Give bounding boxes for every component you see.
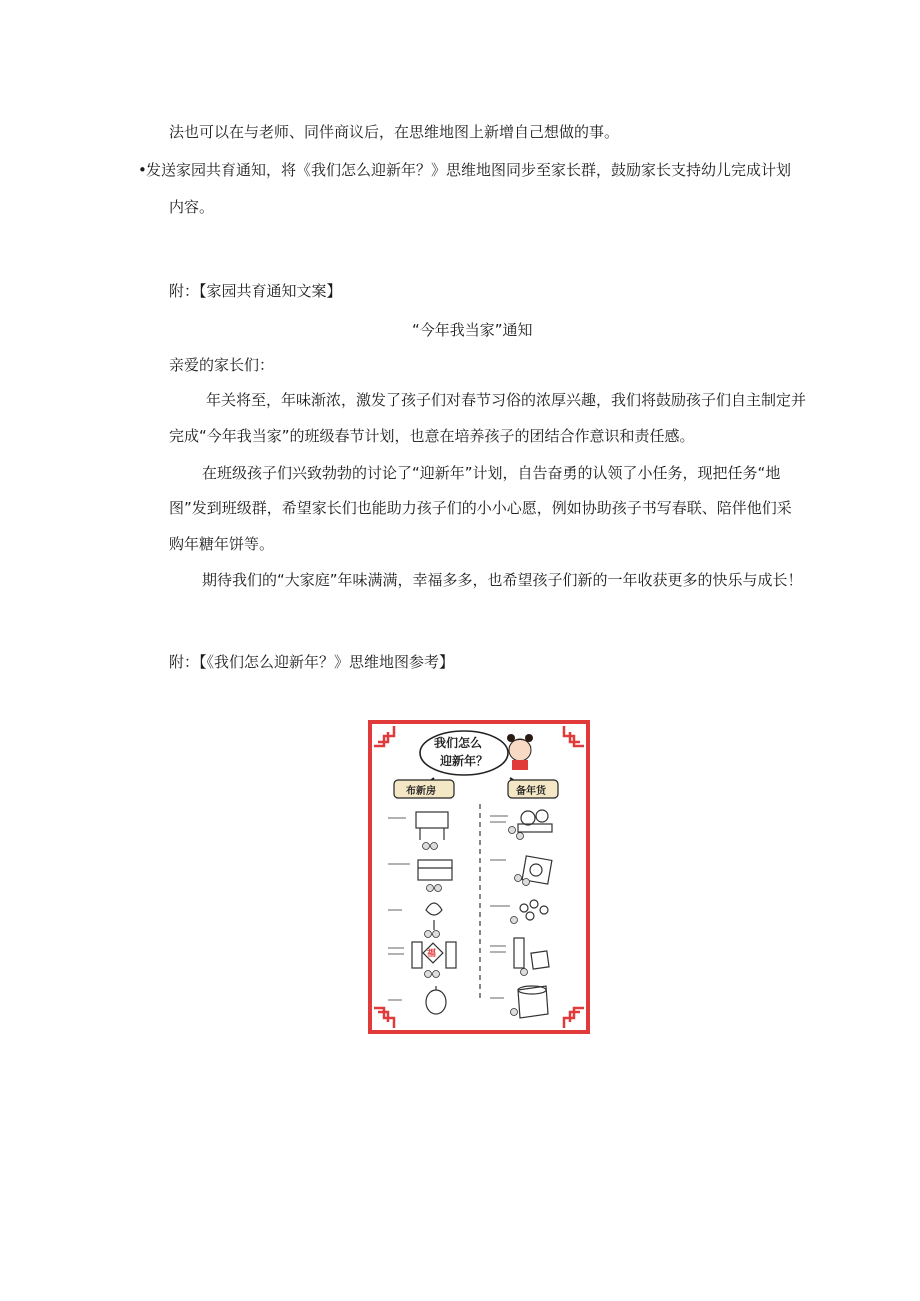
paragraph-line: 在班级孩子们兴致勃勃的讨论了“迎新年”计划，自告奋勇的认领了小任务，现把任务“地 bbox=[202, 464, 781, 482]
notice-title: “今年我当家”通知 bbox=[412, 321, 533, 339]
paragraph-line: 年关将至，年味渐浓，激发了孩子们对春节习俗的浓厚兴趣，我们将鼓励孩子们自主制定并 bbox=[206, 391, 807, 409]
text-line: 发送家园共育通知，将《我们怎么迎新年？》思维地图同步至家长群，鼓励家长支持幼儿完成计划 bbox=[146, 161, 792, 179]
paragraph-line: 期待我们的“大家庭”年味满满，幸福多多，也希望孩子们新的一年收获更多的快乐与成长！ bbox=[202, 571, 803, 589]
paragraph-line: 购年糖年饼等。 bbox=[169, 535, 275, 553]
fu-character: 福 bbox=[427, 949, 437, 959]
salutation: 亲爱的家长们： bbox=[169, 356, 275, 374]
mindmap-title-line1: 我们怎么 bbox=[434, 736, 483, 750]
paragraph-line: 完成“今年我当家”的班级春节计划，也意在培养孩子的团结合作意识和责任感。 bbox=[169, 427, 695, 445]
text-line: 法也可以在与老师、同伴商议后，在思维地图上新增自己想做的事。 bbox=[169, 123, 620, 141]
paragraph-line: 图”发到班级群，希望家长们也能助力孩子们的小小心愿，例如协助孩子书写春联、陪伴他们采 bbox=[169, 499, 792, 517]
mindmap-left-heading: 布新房 bbox=[406, 786, 436, 797]
mindmap-image bbox=[368, 720, 590, 1034]
appendix-heading: 附：【《我们怎么迎新年？》思维地图参考】 bbox=[169, 653, 455, 671]
mindmap-right-heading: 备年货 bbox=[516, 786, 546, 797]
text-line: 内容。 bbox=[169, 198, 215, 216]
appendix-heading: 附：【家园共育通知文案】 bbox=[169, 282, 342, 300]
mindmap-title-line2: 迎新年？ bbox=[440, 754, 489, 768]
bullet: • bbox=[138, 161, 147, 179]
